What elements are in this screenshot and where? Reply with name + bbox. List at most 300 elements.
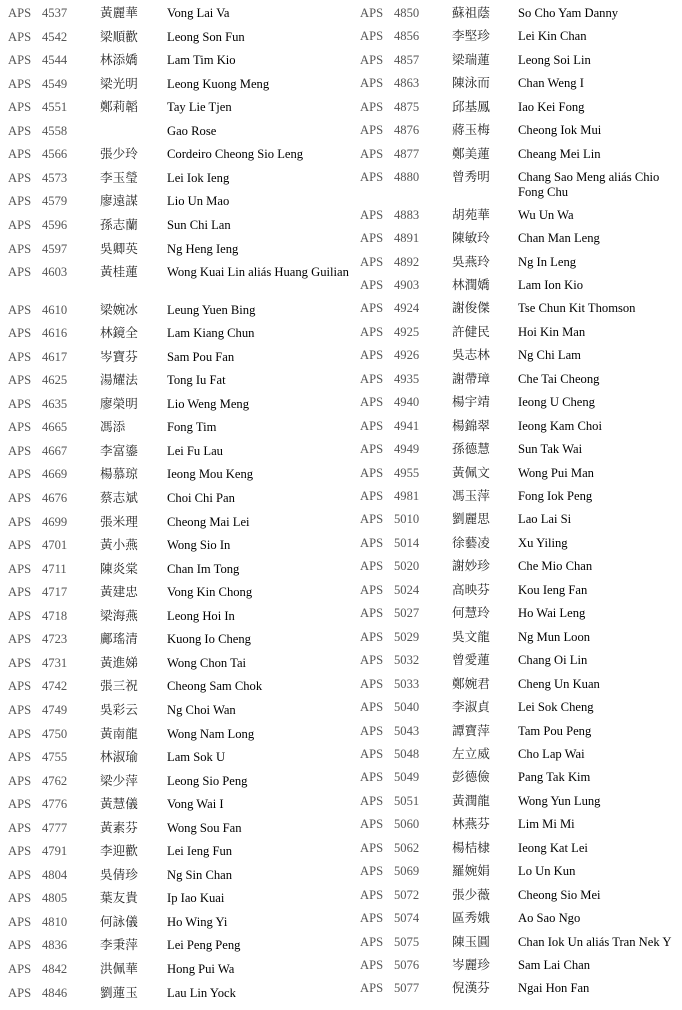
chinese-name: 黃南龍 — [100, 726, 138, 741]
registry-number: 4877 — [394, 146, 420, 161]
registry-prefix: APS — [8, 326, 32, 341]
chinese-name: 洪佩華 — [100, 962, 138, 976]
registry-number: 4863 — [394, 76, 420, 91]
registry-number: 5048 — [394, 746, 420, 761]
romanized-name: Lei Ieng Fun — [167, 844, 233, 859]
registry-prefix: APS — [8, 302, 32, 317]
registry-prefix: APS — [8, 420, 32, 435]
registry-number: 4537 — [42, 6, 68, 20]
chinese-name: 何慧玲 — [452, 606, 490, 621]
registry-number: 4625 — [42, 373, 68, 388]
romanized-name: Vong Lai Va — [167, 6, 230, 20]
chinese-name: 倪漢芬 — [452, 981, 490, 996]
chinese-name: 吳倩珍 — [100, 867, 138, 882]
chinese-name: 李迎歡 — [100, 844, 138, 859]
romanized-name: Cheong Sio Mei — [518, 887, 601, 902]
chinese-name: 鄭美蓮 — [452, 146, 490, 161]
registry-prefix: APS — [8, 655, 32, 670]
registry-prefix: APS — [8, 891, 32, 906]
chinese-name: 林鏡全 — [100, 326, 138, 341]
romanized-name: Wong Nam Long — [167, 726, 255, 741]
chinese-name: 孫德慧 — [452, 442, 490, 457]
registry-prefix: APS — [360, 700, 384, 715]
chinese-name: 曾秀明 — [452, 170, 490, 185]
registry-number: 4810 — [42, 914, 68, 929]
romanized-name: Cho Lap Wai — [518, 746, 585, 761]
registry-prefix: APS — [360, 793, 384, 808]
registry-number: 4880 — [394, 170, 420, 185]
registry-prefix: APS — [360, 817, 384, 832]
romanized-name: Lam Kiang Chun — [167, 326, 255, 341]
registry-number: 4699 — [42, 514, 68, 529]
registry-prefix: APS — [360, 254, 384, 269]
registry-number: 4723 — [42, 632, 68, 647]
chinese-name: 岑麗珍 — [452, 958, 490, 972]
chinese-name: 馮玉萍 — [452, 489, 490, 503]
registry-number: 5060 — [394, 817, 420, 832]
chinese-name: 蔡志斌 — [100, 491, 138, 505]
chinese-name: 劉蓮玉 — [100, 985, 138, 1000]
registry-number: 4846 — [42, 985, 68, 1000]
romanized-name: Leong Sio Peng — [167, 773, 248, 788]
registry-prefix: APS — [8, 797, 32, 812]
registry-number: 5029 — [394, 629, 420, 644]
registry-number: 5076 — [394, 958, 420, 972]
chinese-name: 黃麗華 — [100, 6, 138, 20]
romanized-name: Wong Chon Tai — [167, 655, 247, 670]
registry-prefix: APS — [360, 52, 384, 67]
registry-prefix: APS — [8, 123, 32, 138]
registry-number: 4616 — [42, 326, 68, 341]
registry-prefix: APS — [360, 512, 384, 527]
romanized-name: Tse Chun Kit Thomson — [518, 301, 636, 316]
romanized-name: Ieong U Cheng — [518, 395, 595, 410]
chinese-name: 許健民 — [452, 324, 490, 339]
registry-prefix: APS — [360, 348, 384, 363]
registry-number: 4551 — [42, 100, 68, 115]
registry-prefix: APS — [8, 773, 32, 788]
registry-number: 4573 — [42, 170, 68, 185]
registry-number: 4749 — [42, 702, 68, 717]
chinese-name: 吳文龍 — [452, 629, 490, 644]
registry-number: 4669 — [42, 467, 68, 482]
romanized-name: Lei Kin Chan — [518, 29, 587, 44]
chinese-name: 張三祝 — [100, 679, 138, 694]
registry-prefix: APS — [8, 349, 32, 364]
chinese-name: 林潤嬌 — [452, 277, 490, 292]
chinese-name: 梁順歡 — [100, 29, 138, 44]
registry-number: 4850 — [394, 6, 420, 20]
romanized-name: Vong Kin Chong — [167, 585, 253, 600]
registry-prefix: APS — [8, 491, 32, 505]
romanized-name: Wu Un Wa — [518, 207, 574, 222]
chinese-name: 何詠儀 — [100, 914, 138, 929]
chinese-name: 葉友貴 — [100, 891, 138, 906]
romanized-name: Lao Lai Si — [518, 512, 572, 527]
chinese-name: 梁海燕 — [100, 608, 138, 623]
chinese-name: 譚寶萍 — [452, 723, 490, 738]
chinese-name: 區秀娥 — [452, 911, 490, 926]
romanized-name: Che Mio Chan — [518, 559, 593, 574]
registry-prefix: APS — [360, 770, 384, 785]
registry-number: 4597 — [42, 241, 68, 256]
registry-prefix: APS — [8, 750, 32, 765]
registry-number: 4856 — [394, 29, 420, 44]
romanized-name: Tam Pou Peng — [518, 723, 592, 738]
romanized-name: Sam Lai Chan — [518, 958, 591, 972]
registry-prefix: APS — [8, 514, 32, 529]
registry-prefix: APS — [360, 723, 384, 738]
romanized-name: Lei Iok Ieng — [167, 170, 230, 185]
romanized-name: Hong Pui Wa — [167, 962, 235, 976]
registry-number: 4804 — [42, 867, 68, 882]
chinese-name: 羅婉娟 — [452, 864, 490, 879]
registry-number: 4791 — [42, 844, 68, 859]
romanized-name: Wong Kuai Lin aliás Huang Guilian — [167, 265, 349, 280]
registry-prefix: APS — [360, 629, 384, 644]
romanized-name: Cordeiro Cheong Sio Leng — [167, 147, 304, 162]
romanized-name: Chang Sao Meng aliás Chio Fong Chu — [518, 170, 660, 200]
registry-number: 4731 — [42, 655, 68, 670]
chinese-name: 楊錦翠 — [452, 418, 490, 433]
registry-prefix: APS — [8, 820, 32, 835]
chinese-name: 黃潤龍 — [452, 793, 490, 808]
registry-prefix: APS — [8, 585, 32, 600]
romanized-name: Lio Weng Meng — [167, 396, 250, 411]
registry-prefix: APS — [8, 844, 32, 859]
chinese-name: 張少薇 — [452, 887, 490, 902]
romanized-name: Lio Un Mao — [167, 194, 230, 209]
registry-number: 5069 — [394, 864, 420, 879]
romanized-name: Ao Sao Ngo — [518, 911, 581, 926]
registry-number: 4579 — [42, 194, 68, 209]
chinese-name: 鄭莉韜 — [100, 100, 138, 115]
registry-prefix: APS — [360, 465, 384, 480]
chinese-name: 陳泳而 — [452, 76, 490, 91]
registry-number: 4857 — [394, 52, 420, 67]
chinese-name: 鄺瑤清 — [100, 632, 138, 647]
romanized-name: Sun Chi Lan — [167, 217, 231, 232]
registry-number: 4892 — [394, 254, 420, 269]
registry-number: 4755 — [42, 750, 68, 765]
registry-number: 4955 — [394, 465, 420, 480]
romanized-name: Xu Yiling — [518, 535, 568, 550]
registry-number: 4777 — [42, 820, 68, 835]
romanized-name: Hoi Kin Man — [518, 324, 586, 339]
chinese-name: 陳敏玲 — [452, 231, 490, 246]
registry-number: 4617 — [42, 349, 68, 364]
registry-prefix: APS — [360, 99, 384, 114]
chinese-name: 黃慧儀 — [100, 797, 138, 812]
chinese-name: 張米理 — [100, 514, 138, 529]
registry-prefix: APS — [8, 265, 32, 280]
registry-number: 4742 — [42, 679, 68, 694]
chinese-name: 湯耀法 — [100, 373, 138, 388]
romanized-name: Leong Son Fun — [167, 29, 245, 44]
registry-number: 4949 — [394, 442, 420, 457]
registry-prefix: APS — [360, 934, 384, 949]
registry-prefix: APS — [8, 467, 32, 482]
chinese-name: 黃桂蓮 — [100, 265, 138, 280]
registry-prefix: APS — [360, 582, 384, 597]
romanized-name: Cheong Iok Mui — [518, 123, 602, 138]
registry-prefix: APS — [360, 170, 384, 185]
registry-prefix: APS — [360, 489, 384, 503]
chinese-name: 黃佩文 — [452, 465, 490, 480]
registry-prefix: APS — [360, 146, 384, 161]
romanized-name: Fong Iok Peng — [518, 489, 593, 503]
romanized-name: Wong Sou Fan — [167, 820, 242, 835]
registry-number: 4718 — [42, 608, 68, 623]
registry-prefix: APS — [360, 231, 384, 246]
registry-prefix: APS — [360, 958, 384, 972]
registry-prefix: APS — [8, 561, 32, 576]
registry-prefix: APS — [8, 396, 32, 411]
registry-prefix: APS — [360, 676, 384, 691]
chinese-name: 梁光明 — [100, 76, 138, 91]
registry-prefix: APS — [8, 726, 32, 741]
registry-number: 4667 — [42, 443, 68, 458]
romanized-name: Cheong Mai Lei — [167, 514, 250, 529]
registry-number: 4717 — [42, 585, 68, 600]
romanized-name: Ng Heng Ieng — [167, 241, 239, 256]
romanized-name: Wong Sio In — [167, 538, 231, 553]
chinese-name: 吳彩云 — [100, 702, 138, 717]
registry-number: 4836 — [42, 938, 68, 953]
registry-prefix: APS — [8, 194, 32, 209]
chinese-name: 馮添 — [100, 420, 126, 435]
romanized-name: Lam Ion Kio — [518, 277, 584, 292]
registry-number: 5074 — [394, 911, 420, 926]
registry-prefix: APS — [8, 100, 32, 115]
chinese-name: 楊宇靖 — [452, 395, 490, 410]
registry-prefix: APS — [360, 395, 384, 410]
registry-prefix: APS — [360, 207, 384, 222]
romanized-name: Ieong Kam Choi — [518, 418, 602, 433]
chinese-name: 李堅珍 — [452, 29, 490, 44]
registry-prefix: APS — [8, 6, 32, 20]
registry-number: 5020 — [394, 559, 420, 574]
registry-number: 5027 — [394, 606, 420, 621]
registry-prefix: APS — [8, 867, 32, 882]
registry-number: 4701 — [42, 538, 68, 553]
romanized-name: Lei Peng Peng — [167, 938, 241, 953]
chinese-name: 林燕芬 — [452, 817, 490, 832]
chinese-name: 蘇祖蔭 — [452, 6, 490, 20]
registry-prefix: APS — [8, 373, 32, 388]
registry-number: 4941 — [394, 418, 420, 433]
registry-number: 4926 — [394, 348, 420, 363]
registry-number: 4544 — [42, 53, 68, 68]
romanized-name: Iao Kei Fong — [518, 99, 585, 114]
chinese-name: 邱基鳳 — [452, 99, 490, 114]
romanized-name: Chan Iok Un aliás Tran Nek Y — [518, 934, 672, 949]
chinese-name: 謝妙珍 — [452, 559, 490, 574]
chinese-name: 李秉萍 — [100, 938, 138, 953]
romanized-name: Ngai Hon Fan — [518, 981, 590, 996]
chinese-name: 林添嬌 — [100, 53, 138, 68]
registry-prefix: APS — [360, 887, 384, 902]
romanized-name: Chan Im Tong — [167, 561, 240, 576]
registry-number: 4549 — [42, 76, 68, 91]
chinese-name: 岑寶芬 — [100, 349, 138, 364]
registry-number: 5033 — [394, 676, 420, 691]
registry-number: 4924 — [394, 301, 420, 316]
registry-prefix: APS — [360, 559, 384, 574]
romanized-name: Ng Sin Chan — [167, 867, 233, 882]
romanized-name: So Cho Yam Danny — [518, 6, 619, 20]
registry-prefix: APS — [360, 123, 384, 138]
registry-number: 5049 — [394, 770, 420, 785]
registry-number: 4875 — [394, 99, 420, 114]
chinese-name: 張少玲 — [100, 147, 138, 162]
chinese-name: 吳志林 — [452, 348, 490, 363]
chinese-name: 李淑貞 — [452, 700, 490, 715]
registry-prefix: APS — [8, 443, 32, 458]
registry-prefix: APS — [360, 324, 384, 339]
chinese-name: 陳炎棠 — [100, 561, 138, 576]
registry-prefix: APS — [360, 29, 384, 44]
registry-number: 5032 — [394, 653, 420, 668]
registry-number: 4603 — [42, 265, 68, 280]
registry-number: 4635 — [42, 396, 68, 411]
chinese-name: 梁婉冰 — [100, 302, 138, 317]
registry-prefix: APS — [8, 632, 32, 647]
romanized-name: Ho Wing Yi — [167, 914, 228, 929]
registry-prefix: APS — [360, 371, 384, 386]
chinese-name: 黃建忠 — [100, 585, 138, 600]
registry-number: 4750 — [42, 726, 68, 741]
registry-number: 4903 — [394, 277, 420, 292]
registry-number: 4925 — [394, 324, 420, 339]
registry-number: 4842 — [42, 962, 68, 976]
registry-number: 5010 — [394, 512, 420, 527]
romanized-name: Ng Chi Lam — [518, 348, 581, 363]
romanized-name: Kuong Io Cheng — [167, 632, 251, 647]
chinese-name: 李玉瑩 — [100, 170, 138, 185]
romanized-name: Chang Oi Lin — [518, 653, 588, 668]
registry-number: 4676 — [42, 491, 68, 505]
romanized-name: Sun Tak Wai — [518, 442, 583, 457]
chinese-name: 黃小燕 — [100, 538, 138, 553]
registry-prefix: APS — [8, 147, 32, 162]
romanized-name: Sam Pou Fan — [167, 349, 235, 364]
romanized-name: Che Tai Cheong — [518, 371, 600, 386]
registry-prefix: APS — [8, 217, 32, 232]
chinese-name: 陳玉圓 — [452, 934, 490, 949]
registry-prefix: APS — [360, 535, 384, 550]
registry-prefix: APS — [8, 76, 32, 91]
registry-prefix: APS — [360, 840, 384, 855]
romanized-name: Gao Rose — [167, 123, 217, 138]
romanized-name: Lau Lin Yock — [167, 985, 236, 1000]
romanized-name: Ip Iao Kuai — [167, 891, 225, 906]
registry-prefix: APS — [360, 442, 384, 457]
romanized-name: Tay Lie Tjen — [167, 100, 232, 115]
registry-number: 4776 — [42, 797, 68, 812]
registry-number: 4891 — [394, 231, 420, 246]
romanized-name: Cheong Sam Chok — [167, 679, 263, 694]
romanized-name: Leong Soi Lin — [518, 52, 591, 67]
registry-number: 4596 — [42, 217, 68, 232]
registry-number: 4542 — [42, 29, 68, 44]
romanized-name: Choi Chi Pan — [167, 491, 235, 505]
registry-prefix: APS — [8, 29, 32, 44]
registry-number: 4566 — [42, 147, 68, 162]
registry-number: 4940 — [394, 395, 420, 410]
romanized-name: Lei Sok Cheng — [518, 700, 594, 715]
romanized-name: Tong Iu Fat — [167, 373, 226, 388]
registry-number: 4610 — [42, 302, 68, 317]
registry-prefix: APS — [8, 170, 32, 185]
chinese-name: 鄭婉君 — [452, 676, 490, 691]
chinese-name: 梁少萍 — [100, 773, 138, 788]
romanized-name: Vong Wai I — [167, 797, 224, 812]
registry-prefix: APS — [360, 606, 384, 621]
chinese-name: 蔣玉梅 — [452, 123, 490, 138]
chinese-name: 左立威 — [452, 746, 490, 761]
registry-number: 5051 — [394, 793, 420, 808]
registry-prefix: APS — [360, 653, 384, 668]
registry-number: 5043 — [394, 723, 420, 738]
romanized-name: Pang Tak Kim — [518, 770, 591, 785]
romanized-name: Ng Choi Wan — [167, 702, 236, 717]
romanized-name: Leong Hoi In — [167, 608, 235, 623]
registry-prefix: APS — [360, 76, 384, 91]
registry-prefix: APS — [8, 608, 32, 623]
chinese-name: 胡苑華 — [452, 207, 490, 222]
registry-number: 5014 — [394, 535, 420, 550]
registry-number: 4711 — [42, 561, 67, 576]
chinese-name: 高映芬 — [452, 582, 490, 597]
romanized-name: Kou Ieng Fan — [518, 582, 588, 597]
romanized-name: Leong Kuong Meng — [167, 76, 270, 91]
registry-prefix: APS — [360, 301, 384, 316]
registry-prefix: APS — [8, 53, 32, 68]
chinese-name: 彭德儉 — [452, 770, 490, 785]
registry-prefix: APS — [360, 864, 384, 879]
romanized-name: Lei Fu Lau — [167, 443, 223, 458]
registry-number: 5062 — [394, 840, 420, 855]
registry-number: 5075 — [394, 934, 420, 949]
registry-prefix: APS — [360, 277, 384, 292]
romanized-name: Ieong Mou Keng — [167, 467, 254, 482]
romanized-name: Wong Pui Man — [518, 465, 594, 480]
romanized-name: Lam Sok U — [167, 750, 226, 765]
romanized-name: Ieong Kat Lei — [518, 840, 588, 855]
chinese-name: 吳燕玲 — [452, 254, 490, 269]
registry-prefix: APS — [8, 538, 32, 553]
registry-number: 4981 — [394, 489, 420, 503]
romanized-name: Chan Weng I — [518, 76, 584, 91]
chinese-name: 吳卿英 — [100, 241, 138, 256]
registry-number: 4805 — [42, 891, 68, 906]
registry-prefix: APS — [360, 6, 384, 20]
chinese-name: 劉麗思 — [452, 512, 490, 527]
registry-prefix: APS — [8, 938, 32, 953]
registry-number: 5040 — [394, 700, 420, 715]
registry-number: 4883 — [394, 207, 420, 222]
registry-prefix: APS — [8, 679, 32, 694]
chinese-name: 楊桔棣 — [452, 840, 490, 855]
romanized-name: Ng Mun Loon — [518, 629, 591, 644]
registry-number: 4665 — [42, 420, 68, 435]
registry-prefix: APS — [360, 746, 384, 761]
chinese-name: 梁瑞蓮 — [452, 52, 490, 67]
registry-number: 5024 — [394, 582, 420, 597]
romanized-name: Lam Tim Kio — [167, 53, 236, 68]
registry-number: 5072 — [394, 887, 420, 902]
